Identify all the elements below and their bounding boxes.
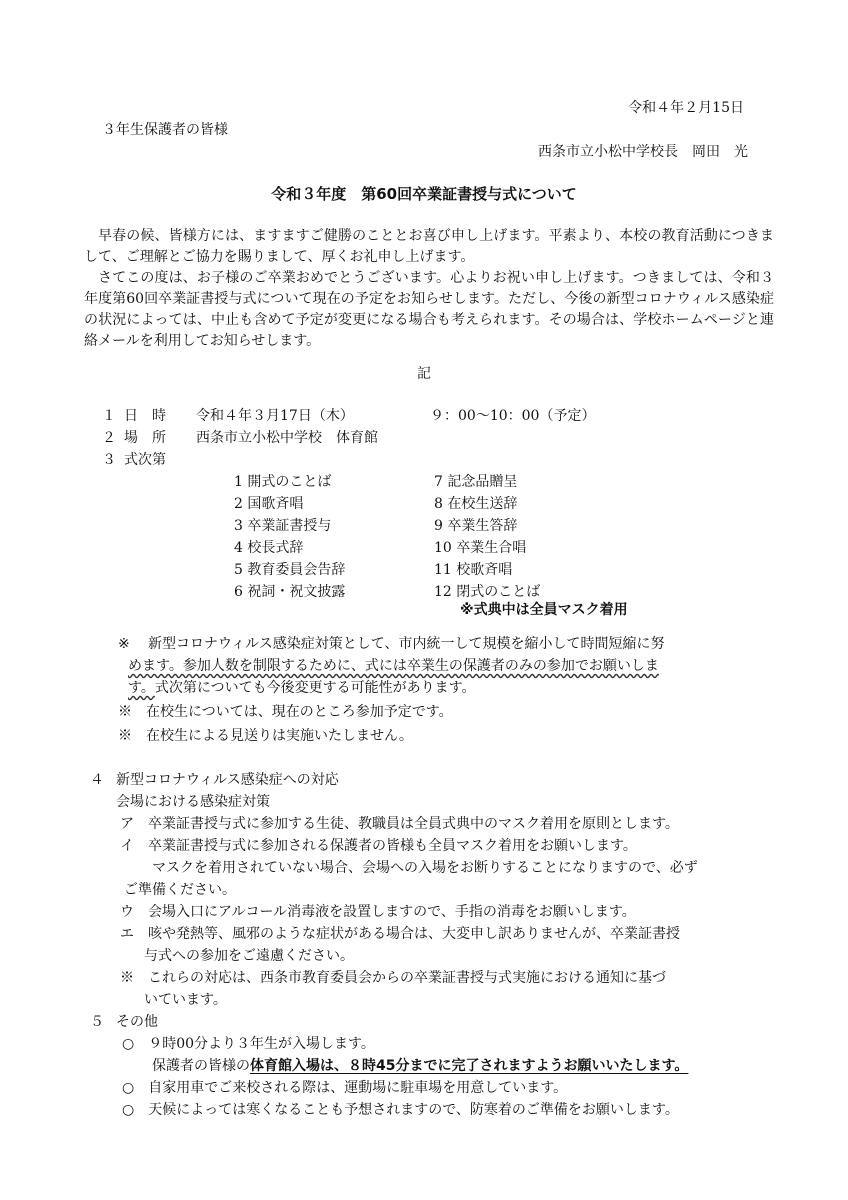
ki-heading: 記 xyxy=(417,366,431,382)
item5-c1b-text: 保護者の皆様の xyxy=(152,1058,250,1074)
ceremony-step: 10 卒業生合唱 xyxy=(434,540,527,556)
item5-c2: ○ 自家用車でご来校される際は、運動場に駐車場を用意しています。 xyxy=(122,1080,568,1096)
ceremony-row xyxy=(234,472,634,494)
item2-num: ２ xyxy=(102,430,116,446)
recipient: ３年生保護者の皆様 xyxy=(102,122,228,138)
sender: 西条市立小松中学校長 岡田 光 xyxy=(538,144,748,160)
intro-paragraph-2: さてこの度は、お子様のご卒業おめでとうございます。心よりお祝い申し上げます。つきましては、令和３年度第60回卒業証書授与式について現在の予定をお知らせします。ただし、今後の新型コロナウィルス感染症の状況によっては、中止も含めて予定が変更になる場合も考えられます。その場合は、学校ホームページと連絡メールを利用してお知らせします。 xyxy=(84,270,774,349)
item4-e-line1: エ 咳や発熱等、風邪のような症状がある場合は、大変申し訳ありませんが、卒業証書授 xyxy=(120,926,680,942)
item1-value: 令和４年３月17日（木） xyxy=(196,408,354,424)
item2-label: 場 所 xyxy=(124,430,166,446)
note1-line2-text: めます。参加人数を制限するために、式には卒業生の保護者のみの参加でお願いしま xyxy=(128,658,659,674)
ceremony-step: 6 祝詞・祝文披露 xyxy=(234,584,346,600)
note3: ※ 在校生による見送りは実施いたしません。 xyxy=(118,728,413,744)
ceremony-step: 5 教育委員会告辞 xyxy=(234,562,346,578)
intro-paragraph-1: 早春の候、皆様方には、ますますご健勝のこととお喜び申し上げます。平素より、本校の教育活動につきまして、ご理解とご協力を賜りまして、厚くお礼申し上げます。 xyxy=(84,228,774,265)
item4-sub: 会場における感染症対策 xyxy=(116,794,270,810)
ceremony-step: 4 校長式辞 xyxy=(234,540,304,556)
ceremony-step: 9 卒業生答辞 xyxy=(434,518,518,534)
item5-c1a: ○ ９時00分より３年生が入場します。 xyxy=(122,1036,375,1052)
document-title: 令和３年度 第60回卒業証書授与式について xyxy=(271,185,577,203)
note1-line3 xyxy=(128,678,476,699)
item5-label: その他 xyxy=(116,1014,158,1030)
ceremony-row xyxy=(234,538,634,560)
item2-value: 西条市立小松中学校 体育館 xyxy=(196,430,378,446)
note2: ※ 在校生については、現在のところ参加予定です。 xyxy=(118,704,453,720)
ceremony-step: 1 開式のことば xyxy=(234,474,332,490)
ceremony-step: 8 在校生送辞 xyxy=(434,496,518,512)
item1-time: ９：00～10：00（予定） xyxy=(430,408,596,424)
note1-line2 xyxy=(128,656,659,677)
ceremony-row xyxy=(234,494,634,516)
ceremony-step: 11 校歌斉唱 xyxy=(434,562,513,578)
item1-label: 日 時 xyxy=(124,408,166,424)
mask-note: ※式典中は全員マスク着用 xyxy=(460,602,628,618)
item5-c1b-emphasis: 体育館入場は、８時45分までに完了されますようお願いいたします。 xyxy=(250,1058,689,1074)
item4-i-line1: イ 卒業証書授与式に参加される保護者の皆様も全員マスク着用をお願いします。 xyxy=(120,838,637,854)
ceremony-row xyxy=(234,560,634,582)
ceremony-step: 3 卒業証書授与 xyxy=(234,518,332,534)
intro-text xyxy=(84,226,774,352)
item5-c1b xyxy=(152,1056,688,1077)
item4-u: ウ 会場入口にアルコール消毒液を設置しますので、手指の消毒をお願いします。 xyxy=(120,904,636,920)
item4-i-line2: マスクを着用されていない場合、会場への入場をお断りすることになりますので、必ず xyxy=(152,860,698,876)
ceremony-step: 2 国歌斉唱 xyxy=(234,496,304,512)
note1-mark: ※ xyxy=(118,636,130,652)
ceremony-step: 7 記念品贈呈 xyxy=(434,474,518,490)
note1-line3-text: 式次第についても今後変更する可能性があります。 xyxy=(154,680,476,696)
item3-label: 式次第 xyxy=(124,452,166,468)
item4-a: ア 卒業証書授与式に参加する生徒、教職員は全員式典中のマスク着用を原則とします。 xyxy=(120,816,679,832)
ceremony-row xyxy=(234,516,634,538)
note1-line1: 新型コロナウィルス感染症対策として、市内統一して規模を縮小して時間短縮に努 xyxy=(148,636,665,652)
item1-num: １ xyxy=(102,408,116,424)
item4-e-line2: 与式への参加をご遠慮ください。 xyxy=(144,948,354,964)
item4-k-line1: ※ これらの対応は、西条市教育委員会からの卒業証書授与式実施における通知に基づ xyxy=(120,970,666,986)
ceremony-step: 12 閉式のことば xyxy=(434,584,541,600)
note1-line3-underlined: す。 xyxy=(128,680,155,696)
item4-i-line3: ご準備ください。 xyxy=(124,882,236,898)
issue-date: 令和４年２月15日 xyxy=(628,100,744,116)
item4-label: 新型コロナウィルス感染症への対応 xyxy=(116,772,339,788)
item5-num: ５ xyxy=(90,1014,104,1030)
ceremony-program xyxy=(234,472,634,604)
item4-k-line2: いています。 xyxy=(144,992,227,1008)
item4-num: ４ xyxy=(90,772,104,788)
item5-c3: ○ 天候によっては寒くなることも予想されますので、防寒着のご準備をお願いします。 xyxy=(122,1102,679,1118)
item3-num: ３ xyxy=(102,452,116,468)
